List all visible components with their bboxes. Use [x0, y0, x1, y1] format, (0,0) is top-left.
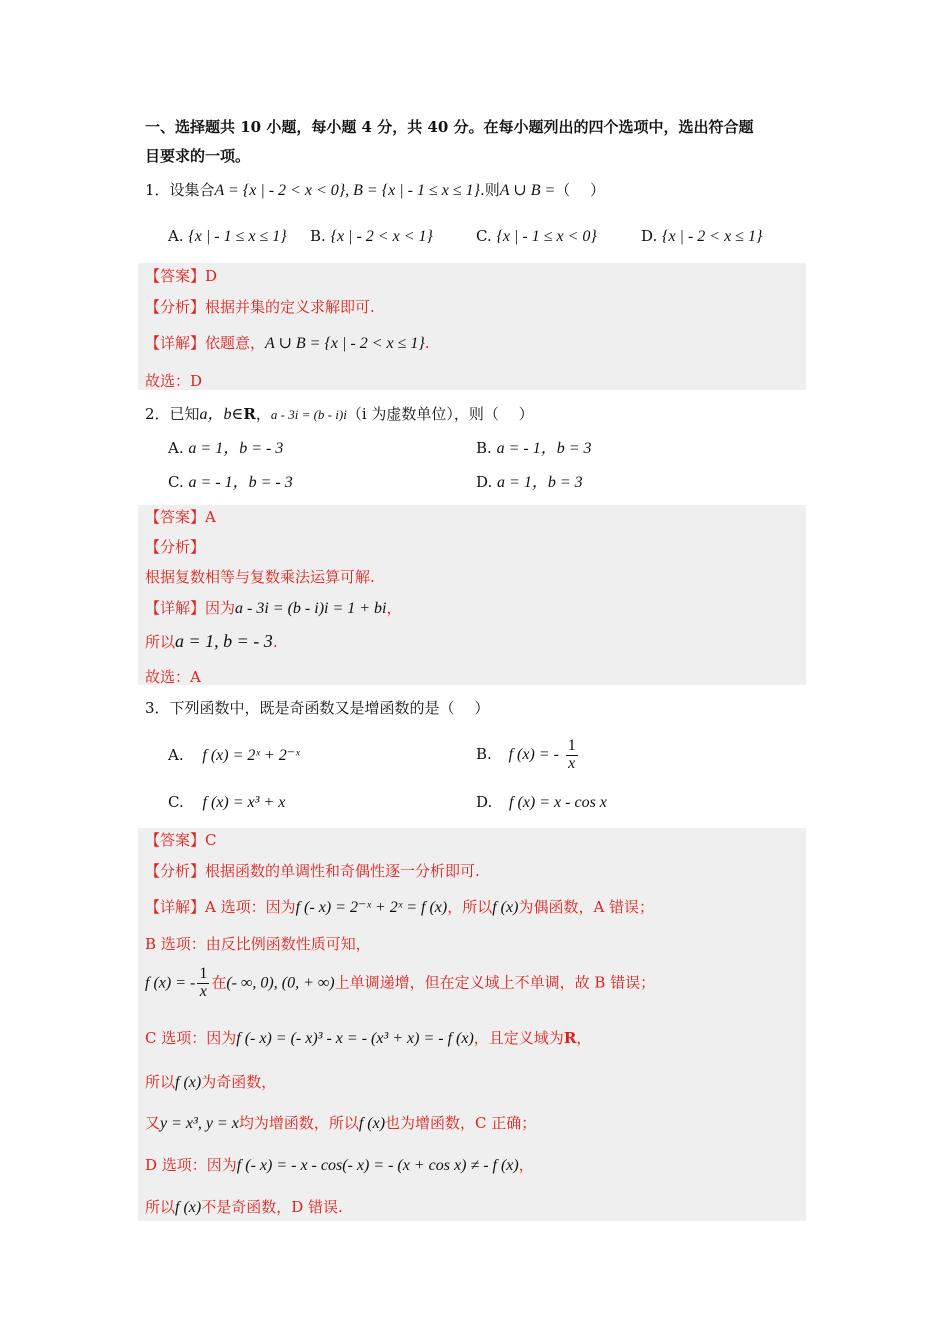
q3-option-b-fraction	[566, 738, 578, 773]
q2-option-c-label: C.	[168, 473, 184, 491]
q2-stem-prefix: 2．已知	[145, 405, 200, 423]
q3-detail-c2-end: 为奇函数，	[201, 1073, 277, 1091]
q2-result-end: .	[272, 633, 278, 651]
q3-detail-b-num: 1	[199, 965, 208, 982]
q3-detail-a-mid: ，所以	[447, 898, 493, 916]
q3-detail-b-in: 在	[211, 973, 227, 992]
q1-option-c-text: {x | - 1 ≤ x < 0}	[496, 228, 597, 245]
q3-detail-c3-fx: f (x)	[358, 1115, 386, 1132]
q2-detail-math: a - 3i = (b - i)i = 1 + bi	[235, 600, 387, 617]
q2-option-b	[476, 438, 592, 459]
q3-option-b-num: 1	[567, 736, 576, 754]
q2-solution-box	[138, 505, 806, 685]
q2-result	[145, 631, 278, 652]
q3-option-a-label: A.	[168, 746, 184, 764]
q1-option-a-label: A.	[168, 227, 184, 245]
q3-option-d-label: D.	[476, 793, 493, 811]
q1-option-b	[310, 226, 433, 247]
q2-stem-comma: ，	[255, 405, 271, 423]
q3-detail-d-end: ，	[518, 1156, 534, 1174]
q2-option-a-label: A.	[168, 439, 184, 457]
q3-detail-c2-fx: f (x)	[175, 1074, 202, 1091]
q3-detail-c2-prefix: 所以	[145, 1073, 176, 1091]
q2-result-prefix: 所以	[145, 633, 176, 651]
q1-option-c-label: C.	[476, 227, 492, 245]
q3-detail-b-fx: f (x) = -	[145, 974, 196, 992]
q2-detail	[145, 598, 402, 619]
q3-detail-d-math: f (- x) = - x - cos(- x) = - (x + cos x) ≠ - f (x)	[236, 1157, 519, 1174]
q3-detail-c-R: R	[563, 1029, 577, 1047]
q1-detail-math: A ∪ B = {x | - 2 < x ≤ 1}	[265, 335, 425, 352]
q3-option-b-prefix: f (x) = -	[508, 746, 559, 763]
q3-option-c-text: f (x) = x³ + x	[202, 794, 286, 811]
q3-detail-a	[145, 897, 654, 918]
q1-set-a: A = {x | - 2 < x < 0}	[214, 182, 346, 199]
q3-option-b-den: x	[568, 754, 576, 772]
q3-stem: 3．下列函数中，既是奇函数又是增函数的是（ ）	[145, 699, 490, 717]
q1-analysis: 【分析】根据并集的定义求解即可.	[145, 298, 375, 316]
q3-detail-c3-prefix: 又	[145, 1114, 161, 1132]
q2-option-b-label: B.	[476, 439, 492, 457]
q3-detail-d	[145, 1155, 534, 1176]
q2-option-d-label: D.	[476, 473, 493, 491]
q3-detail-d2	[145, 1197, 343, 1218]
q3-detail-c-prefix: C 选项：因为	[145, 1029, 237, 1047]
q1-option-b-label: B.	[310, 227, 326, 245]
q3-option-b-label: B.	[476, 745, 492, 763]
q3-option-b	[476, 732, 580, 772]
q1-answer: 【答案】D	[145, 267, 218, 285]
q3-option-a	[168, 745, 300, 766]
q2-option-c	[168, 472, 293, 493]
q2-analysis-body: 根据复数相等与复数乘法运算可解.	[145, 568, 375, 586]
q3-detail-c3	[145, 1113, 536, 1134]
q1-option-d-text: {x | - 2 < x ≤ 1}	[662, 228, 763, 245]
q1-option-a	[168, 226, 287, 247]
q3-detail-d-prefix: D 选项：因为	[145, 1156, 237, 1174]
q2-result-math: a = 1, b = - 3	[175, 631, 273, 651]
q1-option-b-text: {x | - 2 < x < 1}	[330, 228, 433, 245]
q3-detail-b-line1: B 选项：由反比例函数性质可知，	[145, 935, 371, 953]
q3-analysis: 【分析】根据函数的单调性和奇偶性逐一分析即可.	[145, 862, 480, 880]
q2-answer: 【答案】A	[145, 508, 216, 526]
q3-detail-c3-math: y = x³, y = x	[160, 1115, 239, 1132]
q3-detail-d2-end: 不是奇函数，D 错误.	[201, 1198, 343, 1216]
q2-option-a-text: a = 1，b = - 3	[188, 440, 284, 457]
q1-detail	[145, 333, 430, 354]
q3-detail-c2	[145, 1072, 276, 1093]
q2-option-b-text: a = - 1，b = 3	[496, 440, 592, 457]
q1-stem-mid: .则	[480, 181, 500, 199]
q3-detail-a-fx: f (x)	[492, 899, 519, 916]
q1-set-b: , B = {x | - 1 ≤ x ≤ 1}	[345, 182, 481, 199]
q2-stem-R: R	[243, 405, 256, 423]
q3-detail-a-end: 为偶函数，A 错误；	[518, 898, 655, 916]
q3-option-c	[168, 792, 285, 813]
q3-option-a-text: f (x) = 2ˣ + 2⁻ˣ	[202, 747, 300, 764]
q3-detail-b-den: x	[199, 982, 207, 1000]
section-header-line2: 目要求的一项。	[145, 147, 251, 165]
q3-option-c-label: C.	[168, 793, 184, 811]
q1-option-c	[476, 226, 597, 247]
q2-analysis-head: 【分析】	[145, 538, 206, 556]
q2-option-d-text: a = 1，b = 3	[497, 474, 583, 491]
q3-detail-b-fraction	[197, 966, 209, 1001]
q2-detail-end: ，	[386, 599, 402, 617]
q2-stem	[145, 404, 534, 425]
q1-option-d	[641, 226, 762, 247]
q3-detail-b-end: 上单调递增，但在定义域上不单调，故 B 错误；	[334, 973, 656, 992]
q3-detail-d2-fx: f (x)	[175, 1199, 202, 1216]
q2-stem-math: a - 3i = (b - i)i	[270, 407, 347, 422]
q2-conclusion: 故选：A	[145, 668, 201, 686]
q3-detail-a-math: f (- x) = 2⁻ˣ + 2ˣ = f (x)	[295, 899, 448, 916]
q2-detail-prefix: 【详解】因为	[145, 599, 236, 617]
q1-union: A ∪ B =	[499, 182, 556, 199]
q1-detail-end: .	[424, 334, 430, 352]
q2-option-d	[476, 472, 583, 493]
q1-stem-prefix: 1．设集合	[145, 181, 215, 199]
q3-detail-c3-end: 也为增函数，C 正确；	[385, 1114, 537, 1132]
q3-detail-a-prefix: 【详解】A 选项：因为	[145, 898, 296, 916]
q2-option-c-text: a = - 1，b = - 3	[188, 474, 293, 491]
q3-detail-b-intervals: (- ∞, 0), (0, + ∞)	[226, 974, 335, 992]
q3-detail-c	[145, 1028, 591, 1049]
q1-detail-prefix: 【详解】依题意，	[145, 334, 266, 352]
q1-conclusion: 故选：D	[145, 372, 203, 390]
q1-option-a-text: {x | - 1 ≤ x ≤ 1}	[188, 228, 287, 245]
q2-option-a	[168, 438, 283, 459]
q3-option-d-text: f (x) = x - cos x	[509, 794, 607, 811]
section-header-line1: 一、选择题共 10 小题，每小题 4 分，共 40 分。在每小题列出的四个选项中，选出符合题	[145, 118, 754, 136]
q3-detail-c3-mid: 均为增函数，所以	[238, 1114, 359, 1132]
q1-stem	[145, 180, 605, 201]
q1-paren: （ ）	[555, 181, 606, 199]
q3-answer: 【答案】C	[145, 831, 217, 849]
q1-solution-box	[138, 263, 806, 390]
q3-detail-b-line2	[145, 966, 655, 1001]
q3-detail-d2-prefix: 所以	[145, 1198, 176, 1216]
q3-detail-c-mid: ，且定义域为	[473, 1029, 564, 1047]
q3-option-d	[476, 792, 607, 813]
q2-stem-vars: a，b∈	[199, 406, 244, 423]
q1-option-d-label: D.	[641, 227, 658, 245]
q2-stem-suffix: （i 为虚数单位），则（ ）	[346, 405, 534, 423]
q3-detail-c-math: f (- x) = (- x)³ - x = - (x³ + x) = - f (x)	[236, 1030, 474, 1047]
q3-detail-c-end: ，	[576, 1029, 592, 1047]
